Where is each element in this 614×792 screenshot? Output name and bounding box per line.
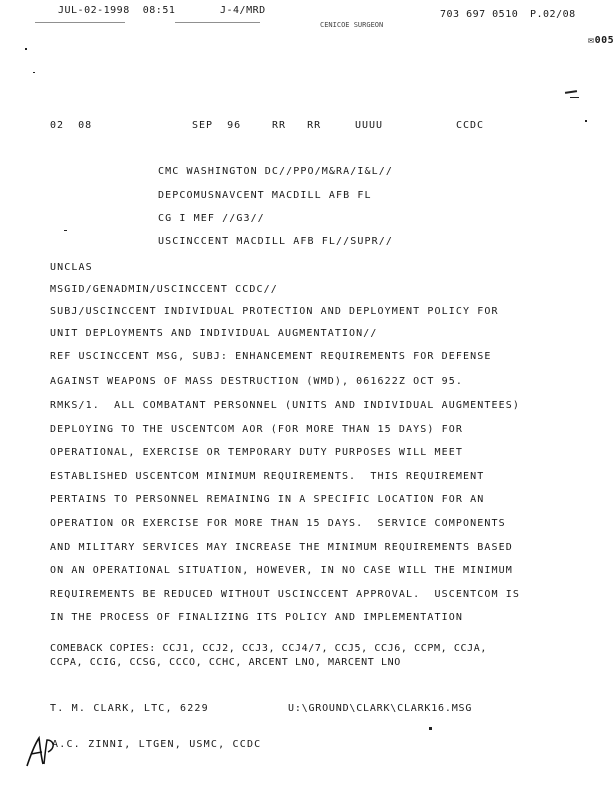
drafter-line: T. M. CLARK, LTC, 6229 <box>50 703 209 714</box>
fax-page-stamp <box>562 24 614 57</box>
body-line-remarks: PERTAINS TO PERSONNEL REMAINING IN A SPECIFIC LOCATION FOR AN <box>50 494 485 505</box>
body-line-remarks: IN THE PROCESS OF FINALIZING ITS POLICY AND IMPLEMENTATION <box>50 612 463 623</box>
body-line-remarks: ON AN OPERATIONAL SITUATION, HOWEVER, IN NO CASE WILL THE MINIMUM <box>50 565 513 576</box>
message-sequence: 02 08 <box>50 120 93 131</box>
message-precedence: RR RR <box>272 120 322 131</box>
body-line-reference: REF USCINCCENT MSG, SUBJ: ENHANCEMENT REQUIREMENTS FOR DEFENSE <box>50 351 492 362</box>
addressee-line: USCINCCENT MACDILL AFB FL//SUPR// <box>158 236 393 247</box>
body-line-reference: AGAINST WEAPONS OF MASS DESTRUCTION (WMD), 061622Z OCT 95. <box>50 376 463 387</box>
body-line-remarks: RMKS/1. ALL COMBATANT PERSONNEL (UNITS AND INDIVIDUAL AUGMENTEES) <box>50 400 520 411</box>
scan-speck <box>565 90 577 94</box>
file-path: U:\GROUND\CLARK\CLARK16.MSG <box>288 703 473 714</box>
addressee-line: DEPCOMUSNAVCENT MACDILL AFB FL <box>158 190 372 201</box>
scan-speck <box>33 72 35 73</box>
body-line-remarks: ESTABLISHED USCENTCOM MINIMUM REQUIREMENTS. THIS REQUIREMENT <box>50 471 485 482</box>
fax-stamp-icon: ✉ <box>588 35 595 46</box>
fax-page-number: P.02/08 <box>530 9 576 20</box>
body-line-remarks: REQUIREMENTS BE REDUCED WITHOUT USCINCCENT APPROVAL. USCENTCOM IS <box>50 589 520 600</box>
fax-page-stamp-value: 005 <box>594 35 614 46</box>
fax-routing: J-4/MRD <box>220 5 266 16</box>
body-line-remarks: OPERATION OR EXERCISE FOR MORE THAN 15 DAYS. SERVICE COMPONENTS <box>50 518 506 529</box>
comeback-copies-line: CCPA, CCIG, CCSG, CCCO, CCHC, ARCENT LNO, MARCENT LNO <box>50 657 401 668</box>
message-originator: CCDC <box>456 120 485 131</box>
fax-noise-mark <box>175 22 260 23</box>
scan-speck <box>25 48 27 50</box>
scan-speck <box>570 97 579 98</box>
comeback-copies-line: COMEBACK COPIES: CCJ1, CCJ2, CCJ3, CCJ4/7, CCJ5, CCJ6, CCPM, CCJA, <box>50 643 487 654</box>
fax-date-time: JUL-02-1998 08:51 <box>58 5 176 16</box>
body-line-subject: UNIT DEPLOYMENTS AND INDIVIDUAL AUGMENTATION// <box>50 328 378 339</box>
addressee-line: CMC WASHINGTON DC//PPO/M&RA/I&L// <box>158 166 393 177</box>
releaser-line: A.C. ZINNI, LTGEN, USMC, CCDC <box>52 739 262 750</box>
message-classification: UUUU <box>355 120 384 131</box>
body-line-msgid: MSGID/GENADMIN/USCINCCENT CCDC// <box>50 284 278 295</box>
body-line-remarks: OPERATIONAL, EXERCISE OR TEMPORARY DUTY PURPOSES WILL MEET <box>50 447 463 458</box>
body-line-remarks: AND MILITARY SERVICES MAY INCREASE THE MINIMUM REQUIREMENTS BASED <box>50 542 513 553</box>
body-line-classification: UNCLAS <box>50 262 93 273</box>
scan-speck <box>429 727 432 730</box>
scan-speck <box>585 120 587 122</box>
message-date: SEP 96 <box>192 120 242 131</box>
body-line-subject: SUBJ/USCINCCENT INDIVIDUAL PROTECTION AND DEPLOYMENT POLICY FOR <box>50 306 499 317</box>
scan-speck <box>64 230 67 231</box>
body-line-remarks: DEPLOYING TO THE USCENTCOM AOR (FOR MORE THAN 15 DAYS) FOR <box>50 424 463 435</box>
addressee-line: CG I MEF //G3// <box>158 213 265 224</box>
fax-noise-line <box>35 22 125 23</box>
fax-phone: 703 697 0510 <box>440 9 519 20</box>
fax-sender-name: CENICOE SURGEON <box>320 21 384 29</box>
